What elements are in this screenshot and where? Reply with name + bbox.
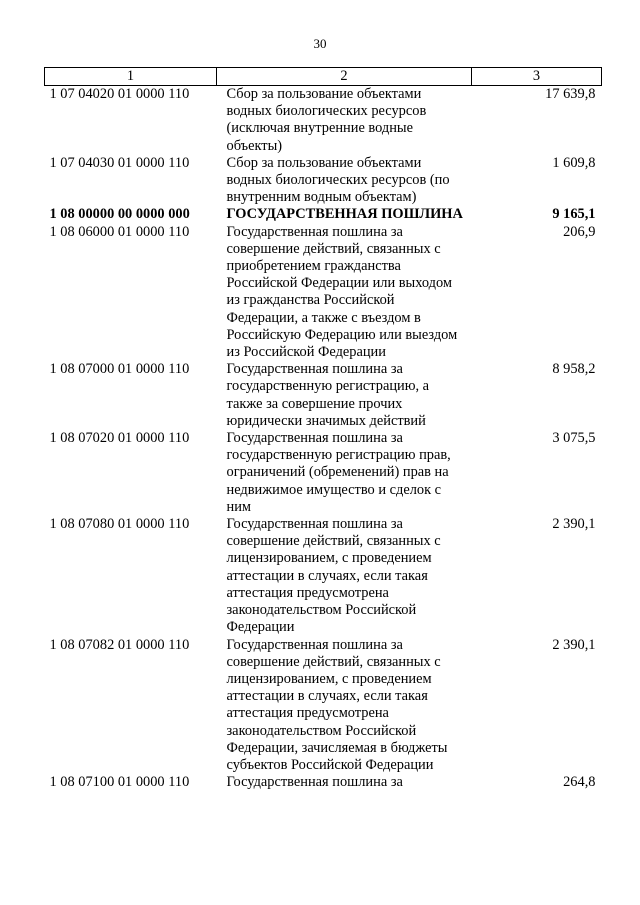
revenue-name-cell: Государственная пошлина за совершение действий, связанных с приобретением гражданства Российской Федерации или выходом из гражданства Российской Федерации, а также с въездом в Российскую Федерацию или выездом из Российской Федерации [226,223,458,361]
amount-cell: 206,9 [563,223,596,240]
budget-code-cell: 1 07 04030 01 0000 110 [49,154,190,171]
budget-code-cell: 1 08 07000 01 0000 110 [49,361,190,378]
revenue-name-cell: Государственная пошлина за совершение действий, связанных с лицензированием, с проведением аттестации в случаях, если такая аттестация предусмотрена законодательством Российской Федерации [226,516,441,636]
column-header-1: 1 [45,68,217,86]
table-row [45,224,602,362]
table-row [45,637,602,775]
amount-cell: 2 390,1 [552,636,596,653]
amount-cell: 1 609,8 [552,154,596,171]
budget-table [44,67,602,791]
table-row [45,206,602,223]
revenue-name-cell: Сбор за пользование объектами водных биологических ресурсов (исключая внутренние водные объекты) [226,86,427,154]
revenue-name-cell: Государственная пошлина за совершение действий, связанных с лицензированием, с проведением аттестации в случаях, если такая аттестация предусмотрена законодательством Российской Федерации, зачисляемая в бюджеты субъектов Российской Федерации [226,636,448,773]
table-row [45,155,602,207]
page-number: 30 [313,36,327,51]
revenue-name-cell: Сбор за пользование объектами водных биологических ресурсов (по внутренним водным объектам) [226,154,450,206]
budget-code-cell: 1 08 07082 01 0000 110 [49,636,190,653]
budget-code-cell: 1 08 06000 01 0000 110 [49,223,190,240]
revenue-name-cell: Государственная пошлина за [226,774,403,791]
budget-code-cell: 1 08 00000 00 0000 000 [49,206,190,223]
budget-code-cell: 1 08 07100 01 0000 110 [49,774,190,791]
amount-cell: 8 958,2 [552,361,596,378]
revenue-name-cell: Государственная пошлина за государственную регистрацию прав, ограничений (обременений) прав на недвижимое имущество и сделок с ним [226,430,451,515]
amount-cell: 9 165,1 [552,206,596,223]
column-header-3: 3 [472,68,602,86]
header-row [45,68,602,86]
table-body [45,86,602,792]
amount-cell: 3 075,5 [552,430,596,447]
table-row [45,361,602,430]
amount-cell: 264,8 [563,774,596,791]
revenue-name-cell: Государственная пошлина за государственную регистрацию, а также за совершение прочих юридически значимых действий [226,361,430,429]
table-header [45,68,602,86]
column-header-2: 2 [217,68,472,86]
table-row [45,516,602,636]
table-row [45,774,602,791]
amount-cell: 17 639,8 [545,86,596,102]
budget-code-cell: 1 07 04020 01 0000 110 [49,86,190,102]
revenue-name-cell: ГОСУДАРСТВЕННАЯ ПОШЛИНА [226,206,463,223]
table-row [45,86,602,155]
budget-code-cell: 1 08 07080 01 0000 110 [49,516,190,533]
amount-cell: 2 390,1 [552,516,596,533]
table-row [45,430,602,516]
budget-code-cell: 1 08 07020 01 0000 110 [49,430,190,447]
